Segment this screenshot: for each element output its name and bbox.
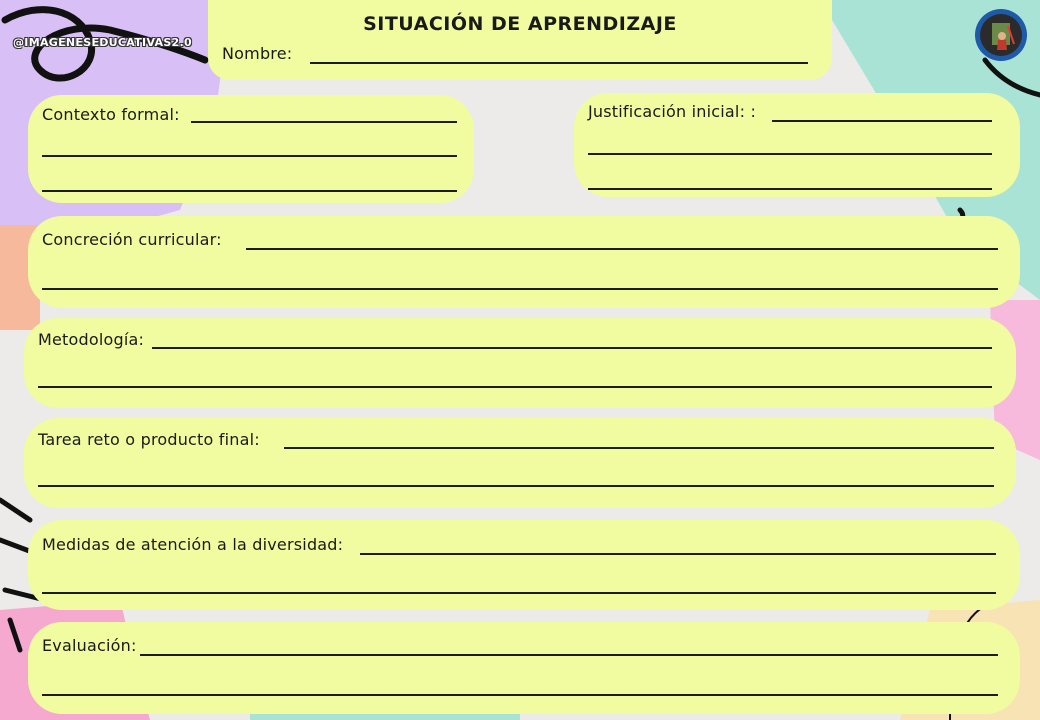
medidas-label: Medidas de atención a la diversidad: xyxy=(42,535,344,554)
contexto-label: Contexto formal: xyxy=(42,105,180,124)
tarea-label: Tarea reto o producto final: xyxy=(38,430,260,449)
concrecion-card xyxy=(28,216,1020,308)
tarea-field-line-1[interactable] xyxy=(284,447,994,449)
metodologia-label: Metodología: xyxy=(38,330,145,349)
medidas-card xyxy=(28,520,1020,610)
justificacion-card xyxy=(574,93,1020,197)
contexto-field-line-1[interactable] xyxy=(191,121,457,123)
nombre-field[interactable] xyxy=(310,62,808,64)
nombre-label: Nombre: xyxy=(222,44,293,63)
concrecion-label: Concreción curricular: xyxy=(42,230,222,249)
evaluacion-field-line-1[interactable] xyxy=(140,654,998,656)
contexto-card xyxy=(28,95,474,203)
tarea-card xyxy=(24,418,1016,508)
metodologia-card xyxy=(24,318,1016,408)
metodologia-field-line-1[interactable] xyxy=(152,347,992,349)
tarea-field-line-2[interactable] xyxy=(38,485,994,487)
contexto-field-line-2[interactable] xyxy=(42,155,457,157)
evaluacion-card xyxy=(28,622,1020,714)
concrecion-field-line-1[interactable] xyxy=(246,248,998,250)
medidas-field-line-2[interactable] xyxy=(42,592,996,594)
page-title: SITUACIÓN DE APRENDIZAJE xyxy=(363,13,677,35)
header-card xyxy=(208,0,832,80)
medidas-field-line-1[interactable] xyxy=(360,553,996,555)
contexto-field-line-3[interactable] xyxy=(42,190,457,192)
brand-handle: @IMAGENESEDUCATIVAS2.0 xyxy=(13,36,192,49)
evaluacion-field-line-2[interactable] xyxy=(42,694,998,696)
justificacion-label: Justificación inicial: : xyxy=(588,102,757,121)
concrecion-field-line-2[interactable] xyxy=(42,288,998,290)
evaluacion-label: Evaluación: xyxy=(42,636,137,655)
justificacion-field-line-3[interactable] xyxy=(588,188,992,190)
justificacion-field-line-1[interactable] xyxy=(772,120,992,122)
metodologia-field-line-2[interactable] xyxy=(38,386,992,388)
justificacion-field-line-2[interactable] xyxy=(588,153,992,155)
teacher-logo-icon xyxy=(974,8,1028,62)
